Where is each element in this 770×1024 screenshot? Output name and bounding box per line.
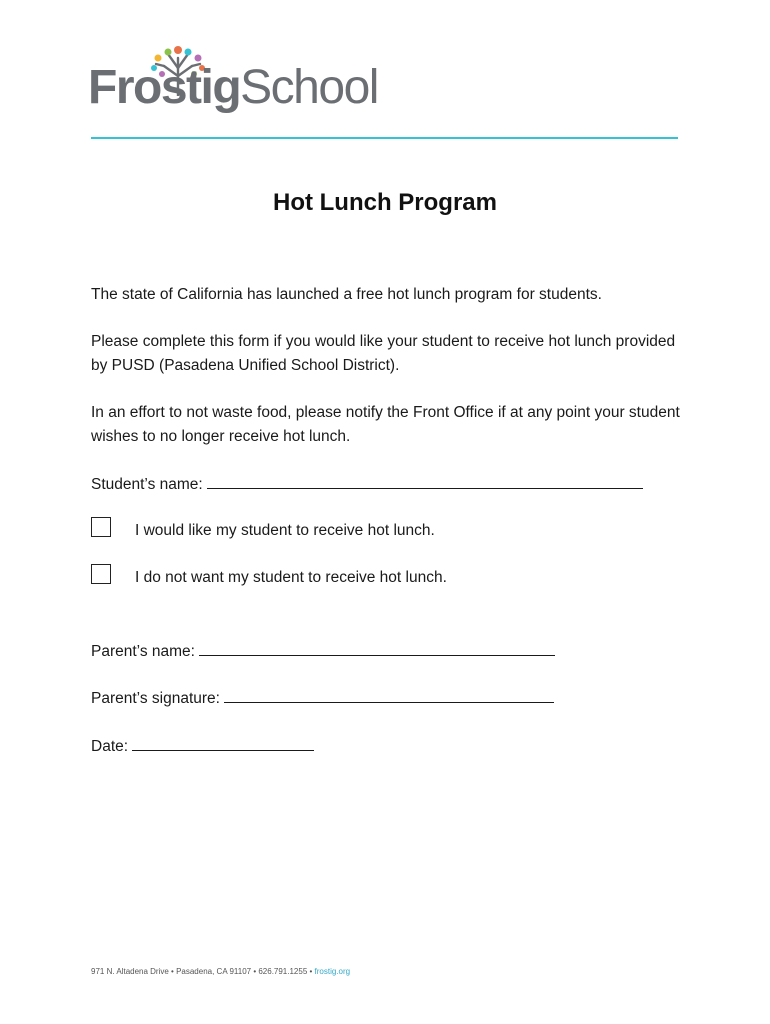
parent-signature-label: Parent’s signature: [91, 690, 220, 707]
instructions-paragraph: Please complete this form if you would like your student to receive hot lunch provided by PUSD (Pasadena Unified School District). [91, 333, 676, 374]
footer-website-link[interactable]: frostig.org [314, 967, 351, 976]
parent-name-field [91, 640, 555, 664]
decline-lunch-checkbox[interactable] [91, 564, 111, 584]
date-label: Date: [91, 738, 129, 755]
parent-signature-input-line[interactable] [224, 687, 554, 703]
parent-name-label: Parent’s name: [91, 643, 195, 660]
decline-lunch-label: I do not want my student to receive hot lunch. [135, 569, 447, 586]
student-name-label: Student’s name: [91, 476, 203, 493]
footer-address: 971 N. Altadena Drive • Pasadena, CA 91107 • 626.791.1255 • [91, 967, 313, 976]
date-field [91, 735, 314, 759]
date-input-line[interactable] [132, 735, 314, 751]
page-title: Hot Lunch Program [272, 189, 497, 216]
receive-lunch-checkbox[interactable] [91, 517, 111, 537]
header-divider [91, 137, 678, 139]
notice-paragraph: In an effort to not waste food, please notify the Front Office if at any point your student wishes to no longer receive hot lunch. [91, 404, 680, 445]
receive-lunch-label: I would like my student to receive hot lunch. [135, 522, 435, 539]
parent-signature-field [91, 687, 554, 711]
student-name-input-line[interactable] [207, 473, 643, 489]
footer-contact [91, 967, 350, 976]
logo-text-frostig: Frostig [88, 61, 241, 114]
parent-name-input-line[interactable] [199, 640, 555, 656]
intro-paragraph: The state of California has launched a free hot lunch program for students. [91, 286, 602, 303]
logo-text-school: School [240, 61, 378, 114]
frostig-school-logo [88, 44, 378, 124]
student-name-field [91, 473, 643, 497]
